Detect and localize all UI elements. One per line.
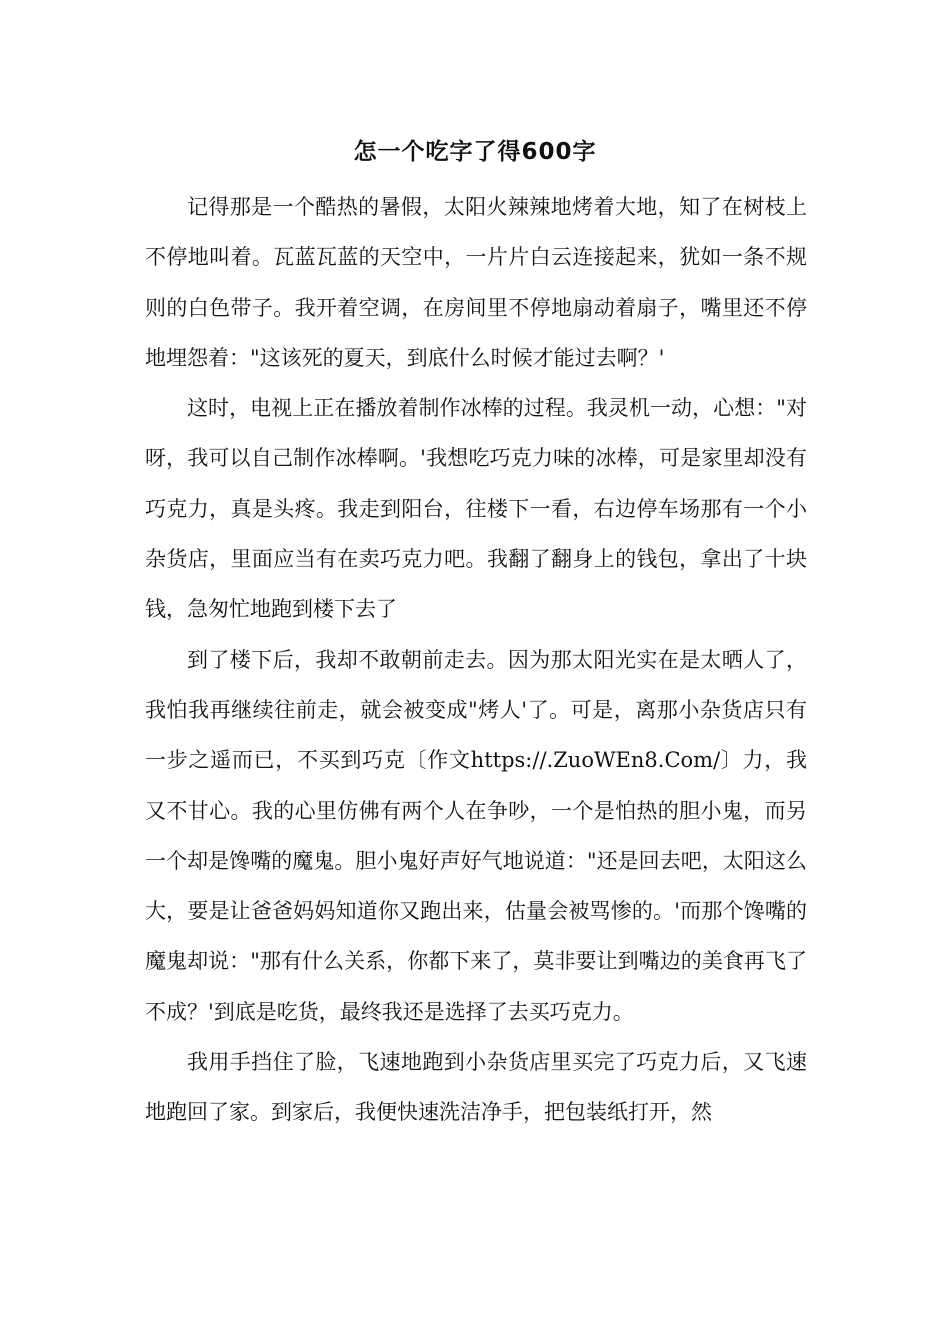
paragraph-4: 我用手挡住了脸，飞速地跑到小杂货店里买完了巧克力后，又飞速地跑回了家。到家后，我便快速洗洁净手，把包装纸打开，然 (145, 1050, 807, 1125)
paragraph-3: 到了楼下后，我却不敢朝前走去。因为那太阳光实在是太晒人了，我怕我再继续往前走，就会被变成"烤人'了。可是，离那小杂货店只有一步之遥而已，不买到巧克〔作文https://.ZuoWEn8.Com/〕力，我又不甘心。我的心里仿佛有两个人在争吵，一个是怕热的胆小鬼，而另一个却是馋嘴的魔鬼。胆小鬼好声好气地说道："还是回去吧，太阳这么大，要是让爸爸妈妈知道你又跑出来，估量会被骂惨的。'而那个馋嘴的魔鬼却说："那有什么关系，你都下来了，莫非要让到嘴边的美食再飞了不成？'到底是吃货，最终我还是选择了去买巧克力。 (145, 647, 807, 1024)
paragraph-1: 记得那是一个酷热的暑假，太阳火辣辣地烤着大地，知了在树枝上不停地叫着。瓦蓝瓦蓝的天空中，一片片白云连接起来，犹如一条不规则的白色带子。我开着空调，在房间里不停地扇动着扇子，嘴里还不停地埋怨着："这该死的夏天，到底什么时候才能过去啊？' (145, 195, 807, 370)
document-title: 怎一个吃字了得600字 (353, 139, 597, 165)
paragraph-2: 这时，电视上正在播放着制作冰棒的过程。我灵机一动，心想："对呀，我可以自己制作冰棒啊。'我想吃巧克力味的冰棒，可是家里却没有巧克力，真是头疼。我走到阳台，往楼下一看，右边停车场那有一个小杂货店，里面应当有在卖巧克力吧。我翻了翻身上的钱包，拿出了十块钱，急匆忙地跑到楼下去了 (145, 396, 807, 622)
document-body (145, 182, 807, 1138)
